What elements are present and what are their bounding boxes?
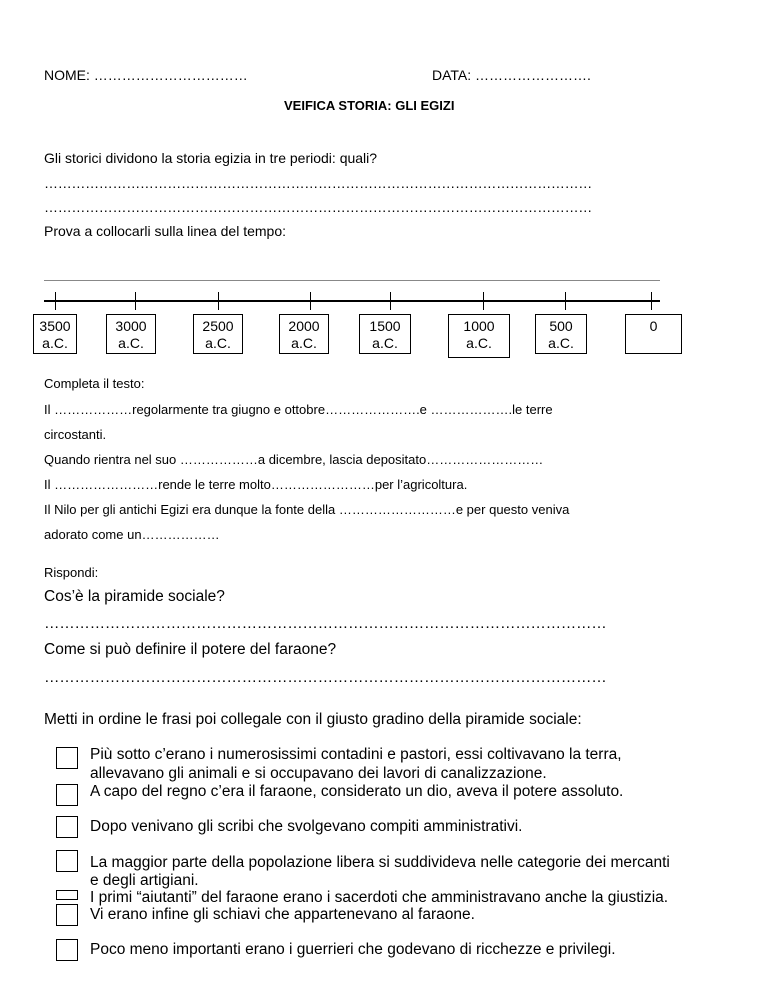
timeline-era: a.C. <box>548 335 574 351</box>
timeline-year: 500 <box>549 318 573 334</box>
timeline-label-box <box>359 314 411 354</box>
order-checkbox[interactable] <box>56 939 78 961</box>
timeline-year: 3500 <box>39 318 71 334</box>
timeline-tick <box>310 292 311 310</box>
timeline-answer-line <box>44 280 660 281</box>
answer-dots-line-1: ………………………………………………………………………………………………………… <box>44 175 593 191</box>
timeline-year: 3000 <box>115 318 147 334</box>
page-title: VEIFICA STORIA: GLI EGIZI <box>284 98 455 113</box>
question-social-pyramid: Cos’è la piramide sociale? <box>44 588 225 605</box>
timeline-era: a.C. <box>118 335 144 351</box>
fill-text-line-5: Il Nilo per gli antichi Egizi era dunque la fonte della ………………………e per questo veniva <box>44 502 570 517</box>
timeline-era: a.C. <box>42 335 68 351</box>
ordering-instruction: Metti in ordine le frasi poi collegale con il giusto gradino della piramide sociale: <box>44 711 582 728</box>
timeline-tick <box>651 292 652 310</box>
timeline-tick <box>55 292 56 310</box>
statement-slaves: Vi erano infine gli schiavi che appartenevano al faraone. <box>90 906 475 923</box>
fill-text-line-6: adorato come un……………… <box>44 527 220 542</box>
answer-title: Rispondi: <box>44 565 99 580</box>
timeline-era: a.C. <box>205 335 231 351</box>
timeline-year: 0 <box>649 318 658 334</box>
order-checkbox[interactable] <box>56 890 78 900</box>
timeline-year: 2500 <box>202 318 234 334</box>
order-checkbox[interactable] <box>56 850 78 872</box>
order-checkbox[interactable] <box>56 747 78 769</box>
timeline-tick <box>135 292 136 310</box>
timeline-label-box <box>448 314 510 358</box>
timeline-era: a.C. <box>466 335 492 351</box>
answer-dots-line-2: ………………………………………………………………………………………………………… <box>44 199 593 215</box>
question-pharaoh-power: Come si può definire il potere del faraone? <box>44 641 337 658</box>
statement-scribes: Dopo venivano gli scribi che svolgevano compiti amministrativi. <box>90 818 523 835</box>
statement-merchants-1: La maggior parte della popolazione libera si suddivideva nelle categorie dei mercanti <box>90 854 670 871</box>
timeline-label-box <box>625 314 682 354</box>
timeline-year: 1500 <box>369 318 401 334</box>
answer-dots-line-3: ………………………………………………………………………………………………… <box>44 615 607 632</box>
statement-farmers-2: allevavano gli animali e si occupavano dei lavori di canalizzazione. <box>90 765 547 782</box>
timeline-era: a.C. <box>291 335 317 351</box>
timeline-year: 1000 <box>463 318 495 334</box>
timeline-era: a.C. <box>372 335 398 351</box>
statement-warriors: Poco meno importanti erano i guerrieri che godevano di ricchezze e privilegi. <box>90 941 616 958</box>
fill-text-line-3: Quando rientra nel suo ………………a dicembre, lascia depositato……………………… <box>44 452 544 467</box>
order-checkbox[interactable] <box>56 904 78 926</box>
timeline-label-box <box>106 314 156 354</box>
timeline-tick <box>218 292 219 310</box>
statement-pharaoh: A capo del regno c’era il faraone, considerato un dio, aveva il potere assoluto. <box>90 783 624 800</box>
fill-text-line-2: circostanti. <box>44 427 107 442</box>
statement-farmers-1: Più sotto c’erano i numerosissimi contadini e pastori, essi coltivavano la terra, <box>90 746 622 763</box>
timeline-label-box <box>193 314 243 354</box>
timeline-instruction: Prova a collocarli sulla linea del tempo: <box>44 223 287 239</box>
timeline-label-box <box>279 314 329 354</box>
fill-text-line-4: Il ……………………rende le terre molto……………………per l’agricoltura. <box>44 477 468 492</box>
timeline-year: 2000 <box>288 318 320 334</box>
answer-dots-line-4: ………………………………………………………………………………………………… <box>44 669 607 686</box>
name-field-label: NOME: …………………………… <box>44 67 248 83</box>
statement-merchants-2: e degli artigiani. <box>90 872 199 889</box>
timeline-label-box <box>33 314 77 354</box>
fill-text-line-1: Il ………………regolarmente tra giugno e ottobre………………….e ……………….le terre <box>44 402 553 417</box>
date-field-label: DATA: ……………………. <box>432 67 591 83</box>
timeline-tick <box>483 292 484 310</box>
fill-text-title: Completa il testo: <box>44 376 145 391</box>
order-checkbox[interactable] <box>56 784 78 806</box>
timeline-tick <box>565 292 566 310</box>
timeline-label-box <box>535 314 587 354</box>
periods-question: Gli storici dividono la storia egizia in tre periodi: quali? <box>44 150 378 166</box>
statement-priests: I primi “aiutanti” del faraone erano i sacerdoti che amministravano anche la giustizia. <box>90 889 669 906</box>
timeline-tick <box>390 292 391 310</box>
timeline-axis <box>44 300 660 302</box>
order-checkbox[interactable] <box>56 816 78 838</box>
